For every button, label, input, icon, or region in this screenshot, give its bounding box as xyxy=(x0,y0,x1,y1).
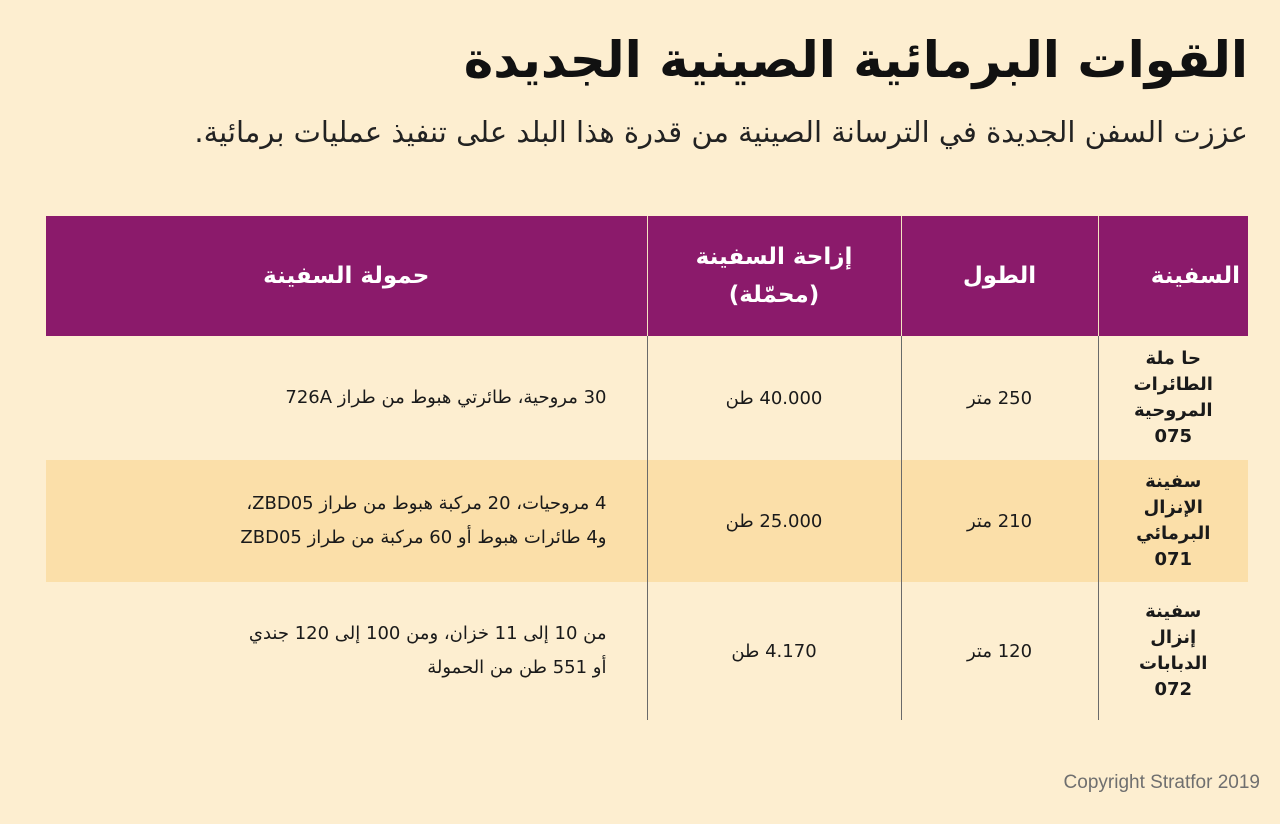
length-cell: 250 متر xyxy=(901,336,1098,460)
capacity-cell xyxy=(46,582,647,720)
capacity-cell xyxy=(46,460,647,582)
ships-table xyxy=(46,216,1248,720)
header-displacement: إزاحة السفينة (محمّلة) xyxy=(647,216,901,336)
ship-name-line: إنزال xyxy=(1150,627,1197,648)
capacity-line: 4 مروحيات، 20 مركبة هبوط من طراز ZBD05، xyxy=(246,493,607,514)
copyright-text: Copyright Stratfor 2019 xyxy=(1063,772,1260,793)
ship-name-line: سفينة xyxy=(1145,601,1202,622)
ship-name-cell xyxy=(1098,582,1248,720)
displacement-cell: 40.000 طن xyxy=(647,336,901,460)
table-row xyxy=(46,582,1248,720)
displacement-cell: 25.000 طن xyxy=(647,460,901,582)
ship-name-line: الدبابات xyxy=(1139,653,1208,674)
ship-name-line: 072 xyxy=(1154,679,1193,700)
capacity-cell xyxy=(46,336,647,460)
header-ship: السفينة xyxy=(1098,216,1248,336)
capacity-line: و4 طائرات هبوط أو 60 مركبة من طراز ZBD05 xyxy=(240,527,607,548)
header-length: الطول xyxy=(901,216,1098,336)
table-row xyxy=(46,336,1248,460)
ship-name-line: الطائرات xyxy=(1133,374,1213,395)
ship-name-line: حا ملة xyxy=(1145,348,1201,369)
length-cell: 120 متر xyxy=(901,582,1098,720)
displacement-cell: 4.170 طن xyxy=(647,582,901,720)
ship-name-cell xyxy=(1098,460,1248,582)
header-capacity: حمولة السفينة xyxy=(46,216,647,336)
ship-name-line: الإنزال xyxy=(1143,497,1203,518)
capacity-line: 30 مروحية، طائرتي هبوط من طراز 726A xyxy=(285,387,607,408)
page-subtitle: عززت السفن الجديدة في الترسانة الصينية من قدرة هذا البلد على تنفيذ عمليات برمائية. xyxy=(194,115,1248,149)
ship-name-line: 075 xyxy=(1154,426,1193,447)
page-title: القوات البرمائية الصينية الجديدة xyxy=(463,31,1248,89)
ship-name-cell xyxy=(1098,336,1248,460)
length-cell: 210 متر xyxy=(901,460,1098,582)
capacity-line: أو 551 طن من الحمولة xyxy=(427,657,607,678)
ship-name-line: البرمائي xyxy=(1136,523,1211,544)
ship-name-line: سفينة xyxy=(1145,471,1202,492)
capacity-line: من 10 إلى 11 خزان، ومن 100 إلى 120 جندي xyxy=(248,623,607,644)
table-header-row xyxy=(46,216,1248,336)
table-row xyxy=(46,460,1248,582)
ship-name-line: 071 xyxy=(1154,549,1193,570)
ship-name-line: المروحية xyxy=(1133,400,1213,421)
